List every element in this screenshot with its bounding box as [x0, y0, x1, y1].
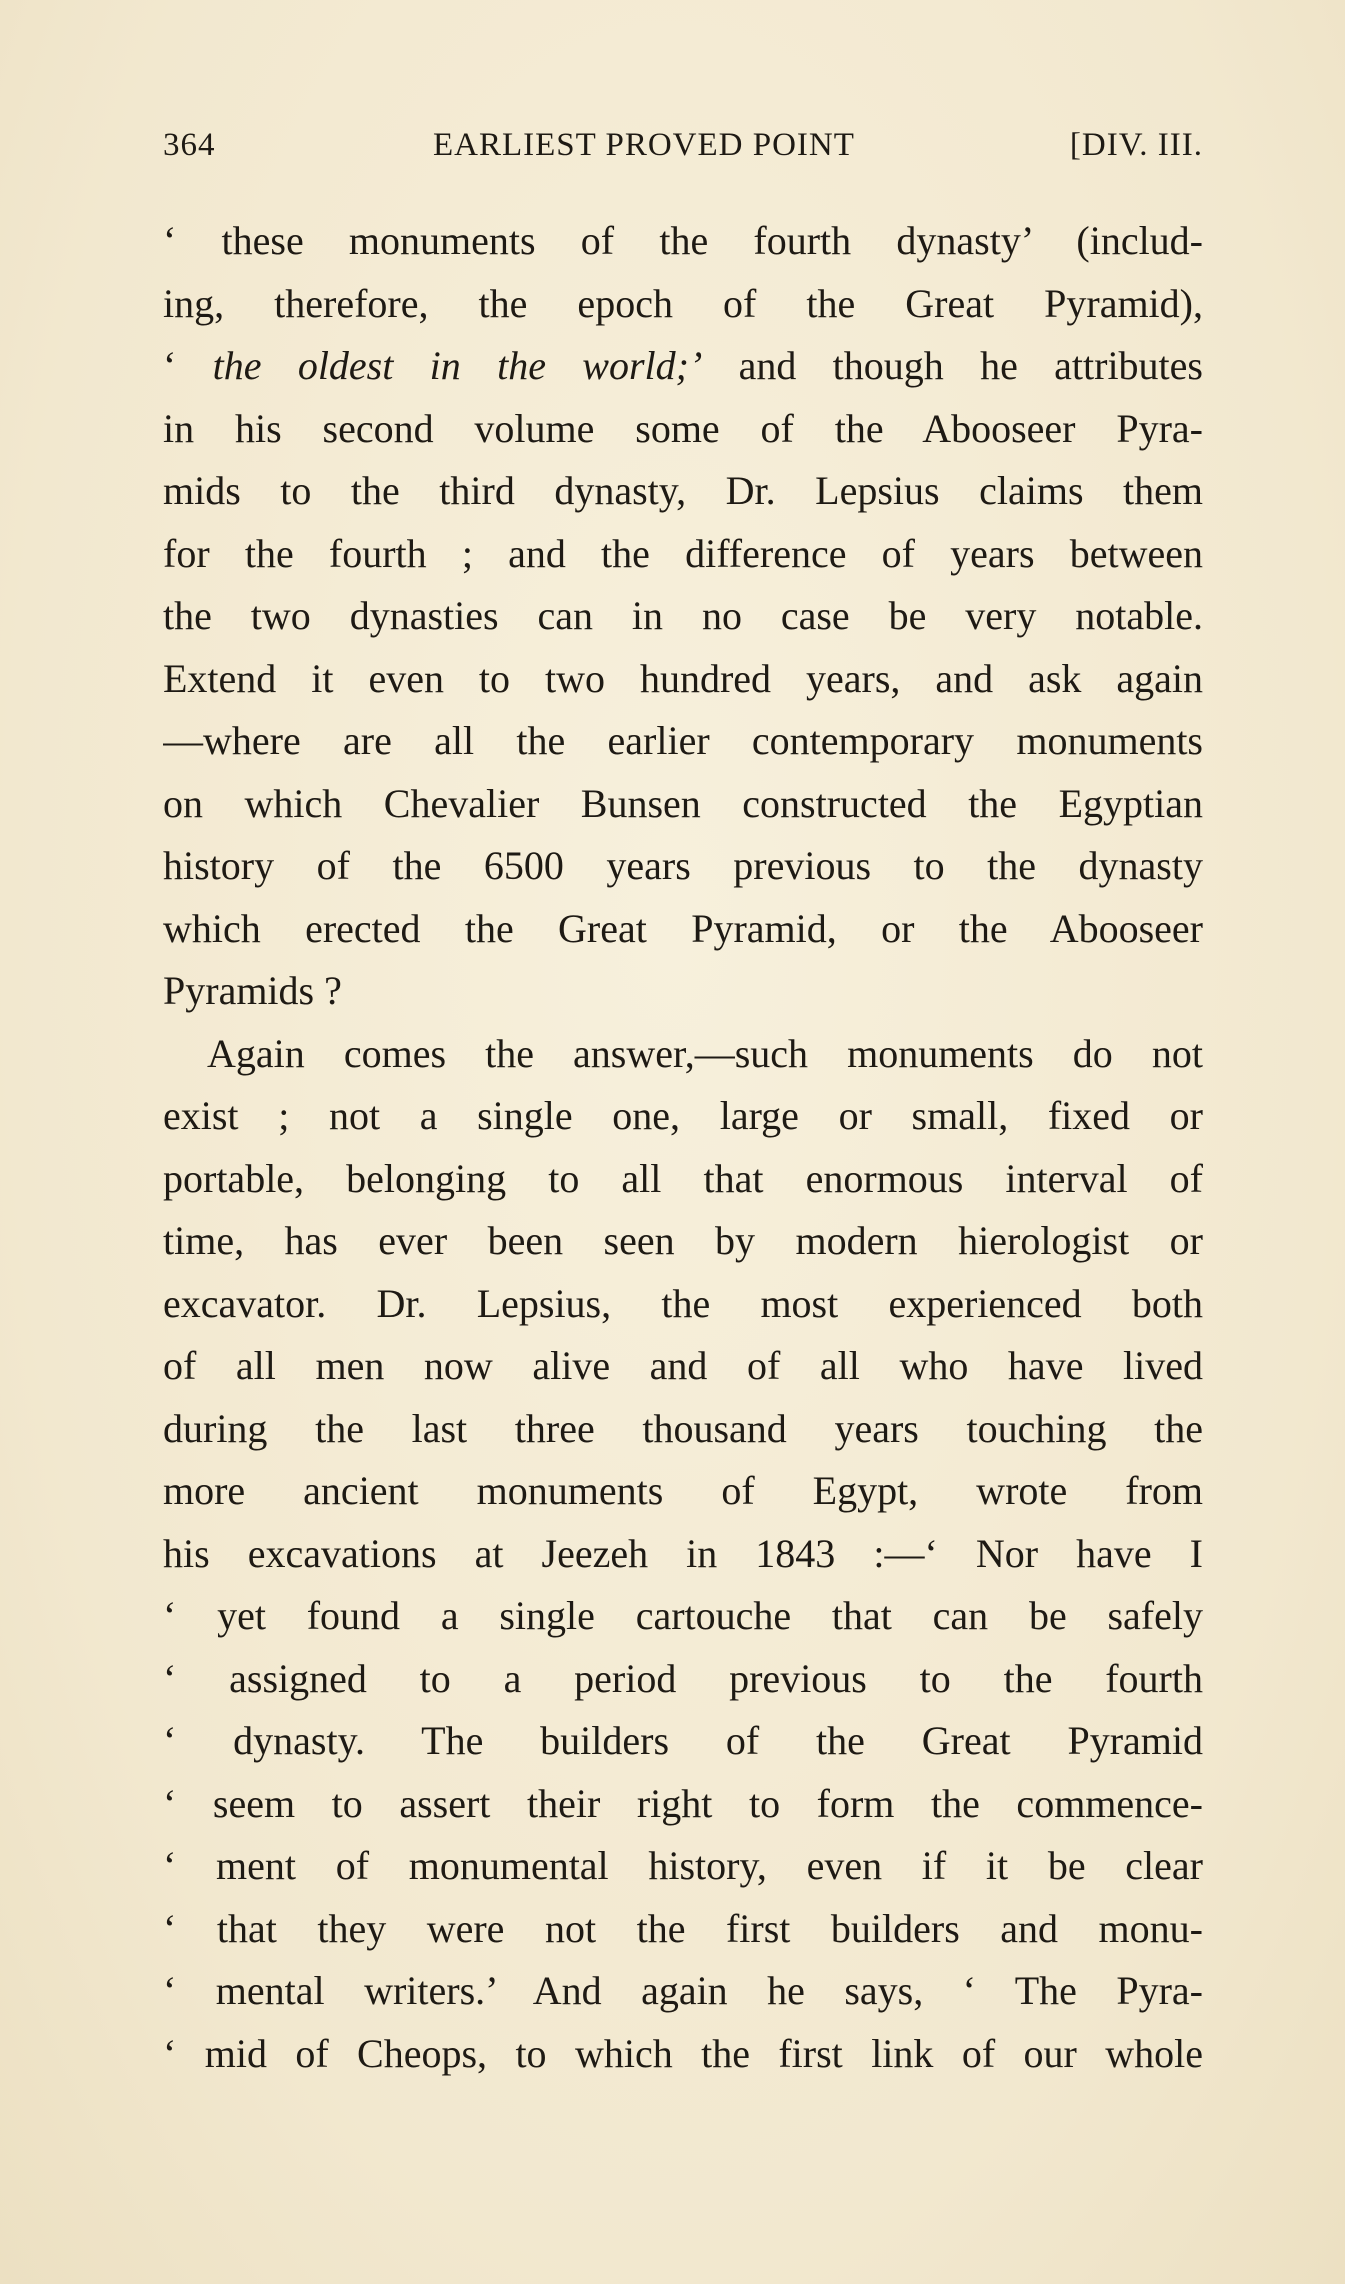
text-line	[163, 398, 1203, 461]
text-line	[163, 1273, 1203, 1336]
text-line-content: —where are all the earlier contemporary monuments	[163, 718, 1203, 763]
text-line	[163, 273, 1203, 336]
text-line-content: ‘ dynasty. The builders of the Great Pyramid	[163, 1718, 1203, 1763]
text-line	[163, 835, 1203, 898]
text-line	[163, 585, 1203, 648]
text-line	[163, 1648, 1203, 1711]
text-line-content: the two dynasties can in no case be very notable.	[163, 593, 1203, 638]
text-line-content: ‘ assigned to a period previous to the fourth	[163, 1655, 1203, 1701]
running-title: EARLIEST PROVED POINT	[433, 127, 855, 163]
italic-quote: the oldest in the world;’	[212, 343, 703, 388]
text-line	[163, 2023, 1203, 2086]
text-line-content: in his second volume some of the Abooseer Pyra-	[163, 405, 1203, 451]
text-line	[163, 1835, 1203, 1898]
text-line	[163, 1085, 1203, 1148]
text-line-content: and though he attributes	[702, 343, 1203, 388]
text-line	[163, 210, 1203, 273]
text-line	[163, 1898, 1203, 1961]
text-line-content: portable, belonging to all that enormous interval of	[163, 1155, 1203, 1201]
text-line-prefix: ‘	[163, 343, 213, 388]
text-line-content: more ancient monuments of Egypt, wrote from	[163, 1468, 1203, 1513]
text-line	[163, 898, 1203, 961]
text-line	[163, 773, 1203, 836]
text-line	[163, 1148, 1203, 1211]
page-header	[163, 120, 1203, 170]
text-line	[163, 1460, 1203, 1523]
text-line	[163, 1210, 1203, 1273]
page-number: 364	[163, 127, 216, 163]
text-line	[163, 960, 1203, 1023]
text-line-content: which erected the Great Pyramid, or the Abooseer	[163, 905, 1203, 951]
text-line-content: exist ; not a single one, large or small, fixed or	[163, 1093, 1203, 1138]
text-line-content: mids to the third dynasty, Dr. Lepsius claims them	[163, 468, 1203, 513]
text-line	[163, 710, 1203, 773]
text-line-content: ‘ that they were not the first builders and monu-	[163, 1905, 1203, 1951]
text-line-content: ing, therefore, the epoch of the Great Pyramid),	[163, 280, 1203, 326]
text-line	[163, 648, 1203, 711]
text-line	[163, 1710, 1203, 1773]
text-line	[163, 1773, 1203, 1836]
text-line-content: Pyramids ?	[163, 968, 342, 1013]
text-line-content: ‘ mid of Cheops, to which the first link of our whole	[163, 2030, 1203, 2076]
text-line-content: history of the 6500 years previous to the dynasty	[163, 843, 1203, 888]
text-line	[163, 1585, 1203, 1648]
section-mark: [DIV. III.	[1069, 127, 1203, 163]
text-line-content: for the fourth ; and the difference of years between	[163, 530, 1203, 576]
text-line	[163, 335, 1203, 398]
text-line-content: his excavations at Jeezeh in 1843 :—‘ Nor have I	[163, 1530, 1203, 1576]
text-line-content: time, has ever been seen by modern hierologist or	[163, 1218, 1203, 1263]
text-line-content: ‘ seem to assert their right to form the commence-	[163, 1780, 1203, 1826]
text-line-content: ‘ yet found a single cartouche that can be safely	[163, 1593, 1203, 1638]
text-line-content: on which Chevalier Bunsen constructed the Egyptian	[163, 780, 1203, 826]
text-line	[163, 460, 1203, 523]
text-line-content: ‘ mental writers.’ And again he says, ‘ The Pyra-	[163, 1968, 1203, 2013]
body-text	[163, 210, 1203, 2085]
text-line-content: Again comes the answer,—such monuments do not	[207, 1030, 1203, 1076]
text-line-content: of all men now alive and of all who have lived	[163, 1343, 1203, 1388]
text-line-content: ‘ ment of monumental history, even if it be clear	[163, 1843, 1203, 1888]
text-line	[163, 1023, 1203, 1086]
text-line-content: ‘ these monuments of the fourth dynasty’ (includ-	[163, 218, 1203, 263]
text-line	[163, 1523, 1203, 1586]
text-line	[163, 1960, 1203, 2023]
text-line	[163, 523, 1203, 586]
text-line-content: during the last three thousand years touching the	[163, 1405, 1203, 1451]
text-line-content: excavator. Dr. Lepsius, the most experienced both	[163, 1280, 1203, 1326]
text-line	[163, 1335, 1203, 1398]
text-line	[163, 1398, 1203, 1461]
text-line-content: Extend it even to two hundred years, and ask again	[163, 655, 1203, 701]
